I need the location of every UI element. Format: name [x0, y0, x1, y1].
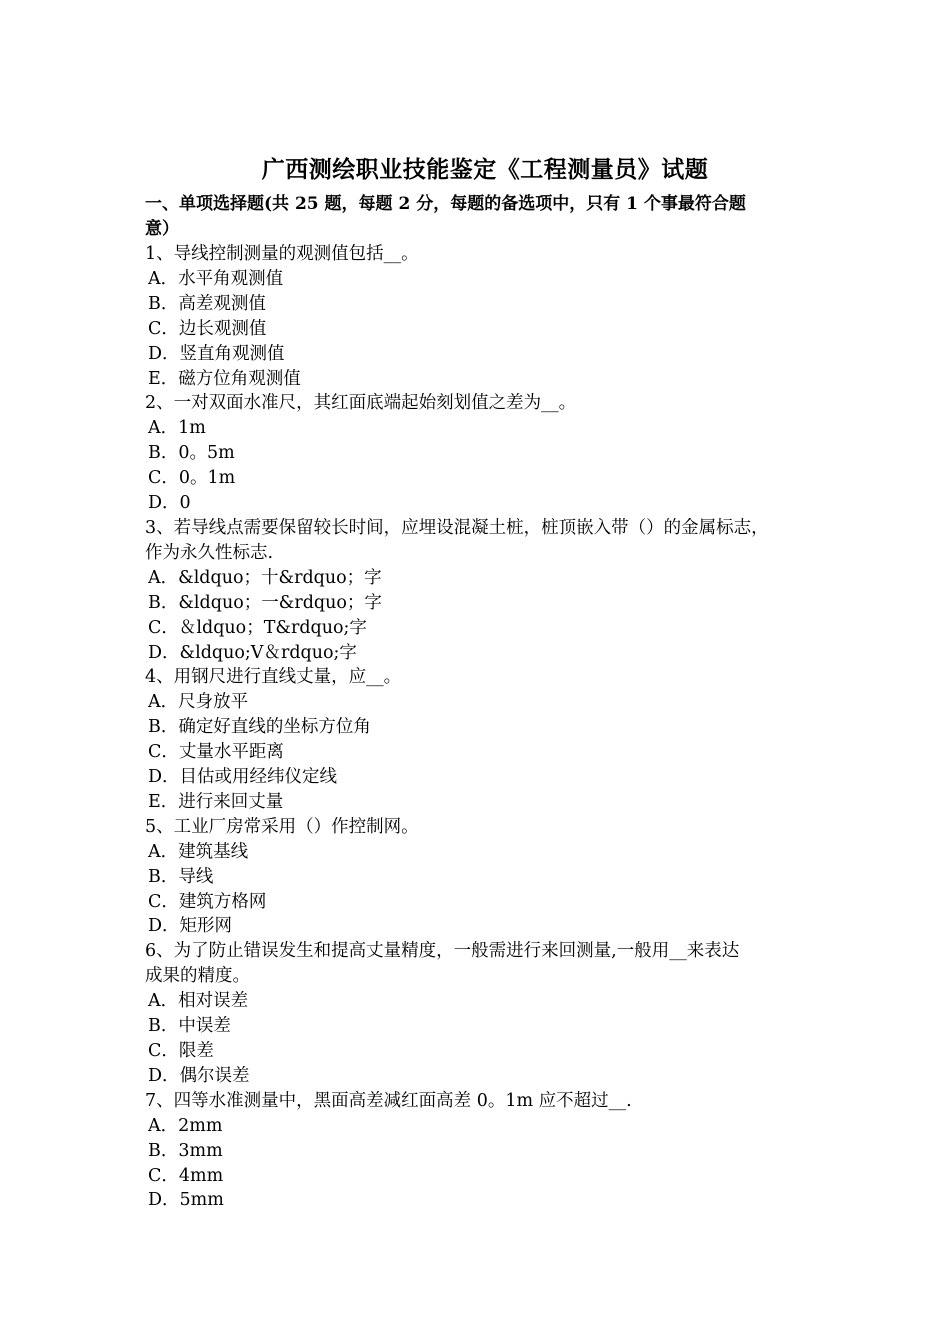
question-5-option-a: A．建筑基线 [148, 841, 249, 862]
question-6-option-d: D．偶尔误差 [148, 1065, 250, 1086]
question-3-text-line-1: 3、若导线点需要保留较长时间，应埋设混凝土桩，桩顶嵌入带（）的金属标志， [145, 517, 769, 538]
question-7-option-c: C．4mm [148, 1165, 224, 1186]
question-3 [145, 516, 825, 665]
question-3-option-a: A．&ldquo；十&rdquo；字 [148, 567, 382, 588]
question-6-option-b: B．中误差 [148, 1016, 231, 1037]
document-title: 广西测绘职业技能鉴定《工程测量员》试题 [261, 156, 709, 183]
question-6 [145, 939, 825, 1088]
question-5-text: 5、工业厂房常采用（）作控制网。 [145, 816, 419, 837]
question-3-option-d: D．&ldquo;V＆rdquo;字 [148, 642, 357, 663]
question-1-option-d: D．竖直角观测值 [148, 343, 285, 364]
question-2-option-a: A．1m [148, 418, 206, 439]
question-1-option-e: E．磁方位角观测值 [148, 368, 301, 389]
question-7-option-a: A．2mm [148, 1115, 223, 1136]
question-7 [145, 1089, 825, 1214]
question-1-option-b: B．高差观测值 [148, 293, 266, 314]
question-3-option-b: B．&ldquo；一&rdquo；字 [148, 592, 382, 613]
question-2-text: 2、一对双面水准尺，其红面底端起始刻划值之差为__。 [145, 393, 577, 414]
question-4-option-e: E．进行来回丈量 [148, 791, 284, 812]
question-6-text-line-2: 成果的精度。 [145, 966, 250, 987]
question-5-option-c: C．建筑方格网 [148, 891, 267, 912]
document-page [145, 150, 825, 1213]
question-1-option-a: A．水平角观测值 [148, 268, 284, 289]
question-2-option-b: B．0。5m [148, 443, 235, 464]
question-1-text: 1、导线控制测量的观测值包括__。 [145, 244, 419, 264]
question-7-option-b: B．3mm [148, 1140, 223, 1161]
question-4-option-c: C．丈量水平距离 [148, 742, 284, 763]
question-7-option-d: D．5mm [148, 1190, 224, 1211]
question-1-option-c: C．边长观测值 [148, 318, 267, 339]
question-2-option-c: C．0。1m [148, 468, 236, 489]
section-heading-line-1: 一、单项选择题(共 25 题，每题 2 分，每题的备选项中，只有 1 个事最符合题 [145, 194, 746, 214]
question-6-option-a: A．相对误差 [148, 991, 249, 1012]
question-5-option-b: B．导线 [148, 866, 214, 887]
question-1 [145, 242, 825, 391]
question-4-text: 4、用钢尺进行直线丈量，应__。 [145, 667, 402, 688]
question-4-option-b: B．确定好直线的坐标方位角 [148, 717, 371, 738]
question-4 [145, 665, 825, 814]
question-4-option-d: D．目估或用经纬仪定线 [148, 767, 338, 788]
question-6-option-c: C．限差 [148, 1041, 214, 1061]
question-5-option-d: D．矩形网 [148, 916, 233, 937]
question-2-option-d: D．0 [148, 493, 191, 514]
question-3-option-c: C．＆ldquo；T&rdquo;字 [148, 617, 367, 638]
section-heading-line-2: 意） [145, 219, 179, 239]
question-2 [145, 391, 825, 516]
question-4-option-a: A．尺身放平 [148, 692, 249, 713]
question-7-text: 7、四等水准测量中，黑面高差减红面高差 0。1m 应不超过__. [145, 1090, 632, 1111]
question-6-text-line-1: 6、为了防止错误发生和提高丈量精度，一般需进行来回测量,一般用__来表达 [145, 941, 740, 962]
question-5 [145, 815, 825, 940]
question-3-text-line-2: 作为永久性标志. [145, 542, 274, 563]
